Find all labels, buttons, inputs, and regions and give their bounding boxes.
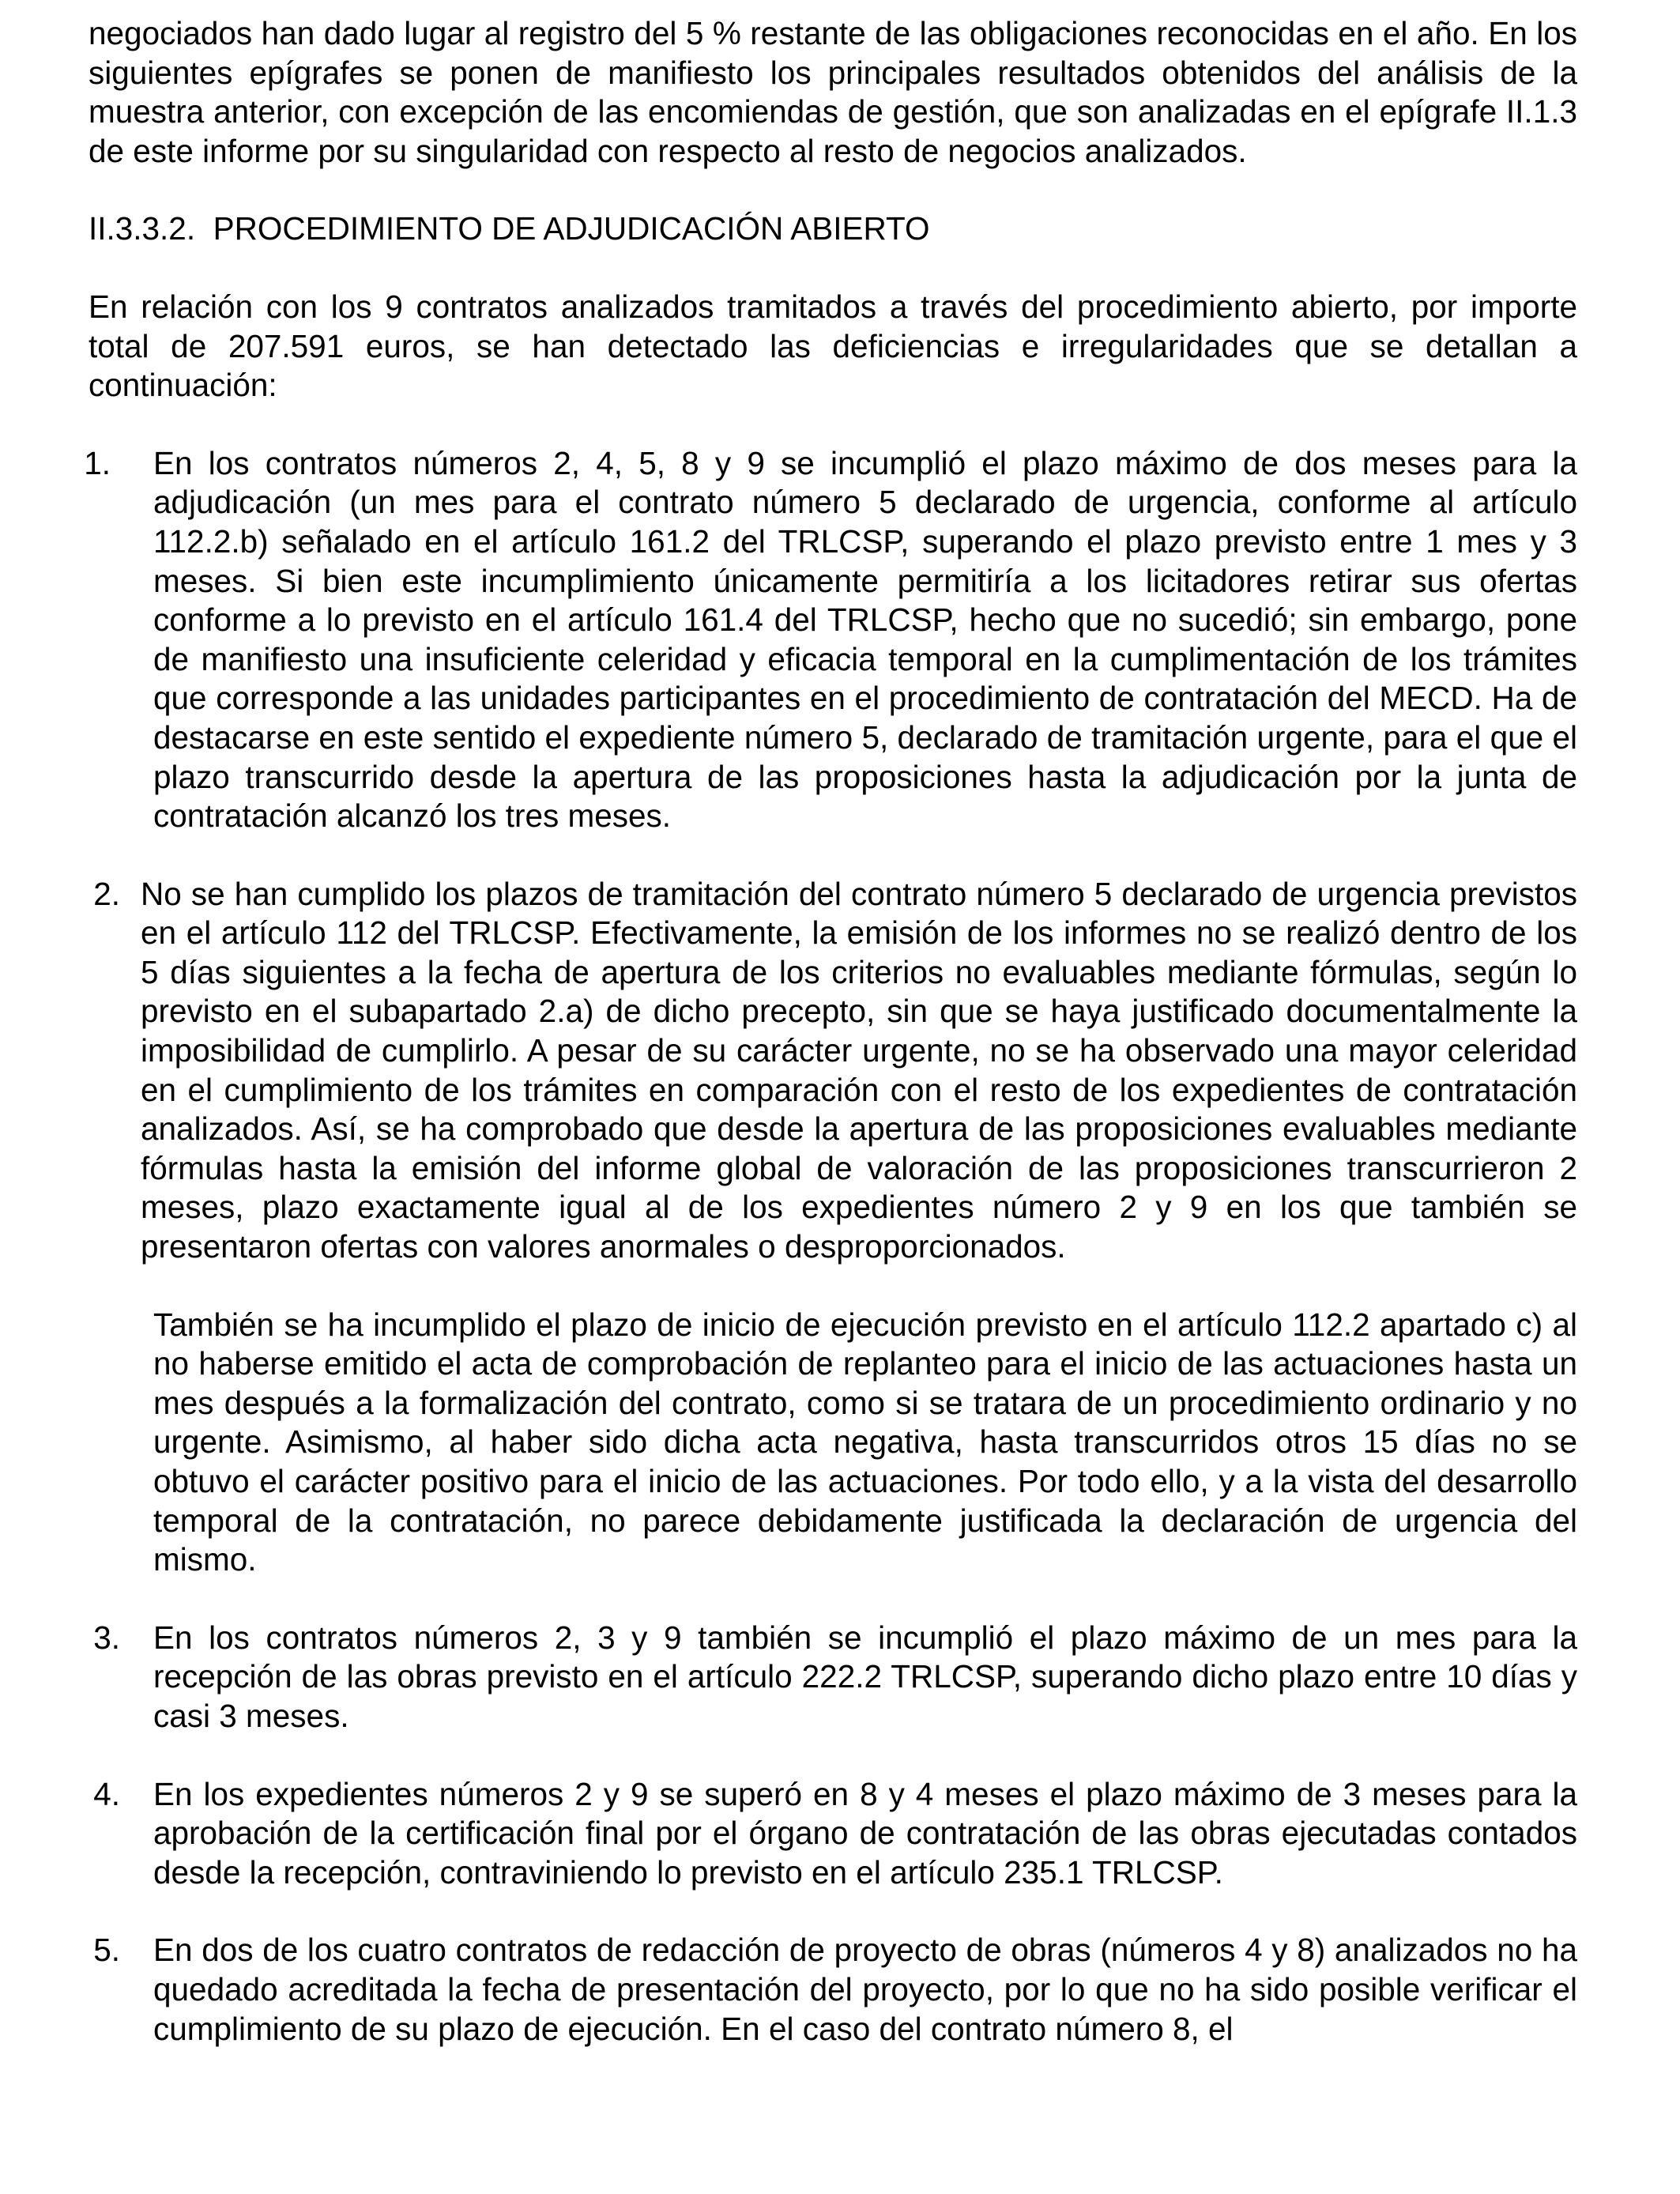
- list-item-continuation: También se ha incumplido el plazo de inicio de ejecución previsto en el artículo 112.2 apartado c) al no haberse emitido el acta de comprobación de replanteo para el inicio de las actuaciones hasta un mes después a la formalización del contrato, como si se tratara de un procedimiento ordinario y no urgente. Asimismo, al haber sido dicha acta negativa, hasta transcurridos otros 15 días no se obtuvo el carácter positivo para el inicio de las actuaciones. Por todo ello, y a la vista del desarrollo temporal de la contratación, no parece debidamente justificada la declaración de urgencia del mismo.: [153, 1306, 1577, 1578]
- list-item-number: 3.: [93, 1619, 120, 1656]
- list-item-text: En los contratos números 2, 3 y 9 también se incumplió el plazo máximo de un mes para la recepción de las obras previsto en el artículo 222.2 TRLCSP, superando dicho plazo entre 10 días y casi 3 meses.: [153, 1619, 1577, 1734]
- section-number: II.3.3.2.: [89, 210, 196, 247]
- list-item-number: 4.: [93, 1775, 120, 1812]
- list-item: [89, 1775, 1577, 1893]
- list-item: [89, 875, 1577, 1267]
- list-item-number: 2.: [93, 875, 120, 912]
- list-item-text: En los contratos números 2, 4, 5, 8 y 9 se incumplió el plazo máximo de dos meses para la adjudicación (un mes para el contrato número 5 declarado de urgencia, conforme al artículo 112.2.b) señalado en el artículo 161.2 del TRLCSP, superando el plazo previsto entre 1 mes y 3 meses. Si bien este incumplimiento únicamente permitiría a los licitadores retirar sus ofertas conforme a lo previsto en el artículo 161.4 del TRLCSP, hecho que no sucedió; sin embargo, pone de manifiesto una insuficiente celeridad y eficacia temporal en la cumplimentación de los trámites que corresponde a las unidades participantes en el procedimiento de contratación del MECD. Ha de destacarse en este sentido el expediente número 5, declarado de tramitación urgente, para el que el plazo transcurrido desde la apertura de las proposiciones hasta la adjudicación por la junta de contratación alcanzó los tres meses.: [153, 444, 1577, 835]
- list-item-number: 1.: [84, 444, 111, 481]
- section-title: PROCEDIMIENTO DE ADJUDICACIÓN ABIERTO: [213, 210, 930, 247]
- list-item-number: 5.: [93, 1932, 120, 1969]
- list-item: [84, 444, 1577, 836]
- section-heading: [89, 209, 1577, 249]
- list-item-text: En los expedientes números 2 y 9 se superó en 8 y 4 meses el plazo máximo de 3 meses para la aprobación de la certificación final por el órgano de contratación de las obras ejecutadas contados desde la recepción, contraviniendo lo previsto en el artículo 235.1 TRLCSP.: [153, 1775, 1577, 1891]
- list-item-text: En dos de los cuatro contratos de redacción de proyecto de obras (números 4 y 8) analizados no ha quedado acreditada la fecha de presentación del proyecto, por lo que no ha sido posible verificar el cumplimiento de su plazo de ejecución. En el caso del contrato número 8, el: [153, 1932, 1577, 2047]
- list-item: [89, 1619, 1577, 1736]
- list-item-text: No se han cumplido los plazos de tramitación del contrato número 5 declarado de urgencia previstos en el artículo 112 del TRLCSP. Efectivamente, la emisión de los informes no se realizó dentro de los 5 días siguientes a la fecha de apertura de los criterios no evaluables mediante fórmulas, según lo previsto en el subapartado 2.a) de dicho precepto, sin que se haya justificado documentalmente la imposibilidad de cumplirlo. A pesar de su carácter urgente, no se ha observado una mayor celeridad en el cumplimiento de los trámites en comparación con el resto de los expedientes de contratación analizados. Así, se ha comprobado que desde la apertura de las proposiciones evaluables mediante fórmulas hasta la emisión del informe global de valoración de las proposiciones transcurrieron 2 meses, plazo exactamente igual al de los expedientes número 2 y 9 en los que también se presentaron ofertas con valores anormales o desproporcionados.: [141, 875, 1577, 1265]
- intro-paragraph: negociados han dado lugar al registro del 5 % restante de las obligaciones reconocidas en el año. En los siguientes epígrafes se ponen de manifiesto los principales resultados obtenidos del análisis de la muestra anterior, con excepción de las encomiendas de gestión, que son analizadas en el epígrafe II.1.3 de este informe por su singularidad con respecto al resto de negocios analizados.: [89, 15, 1577, 169]
- document-page: [84, 14, 1577, 2049]
- section-lead-paragraph: En relación con los 9 contratos analizados tramitados a través del procedimiento abierto, por importe total de 207.591 euros, se han detectado las deficiencias e irregularidades que se detallan a continuación:: [89, 288, 1577, 404]
- list-item: [89, 1931, 1577, 2049]
